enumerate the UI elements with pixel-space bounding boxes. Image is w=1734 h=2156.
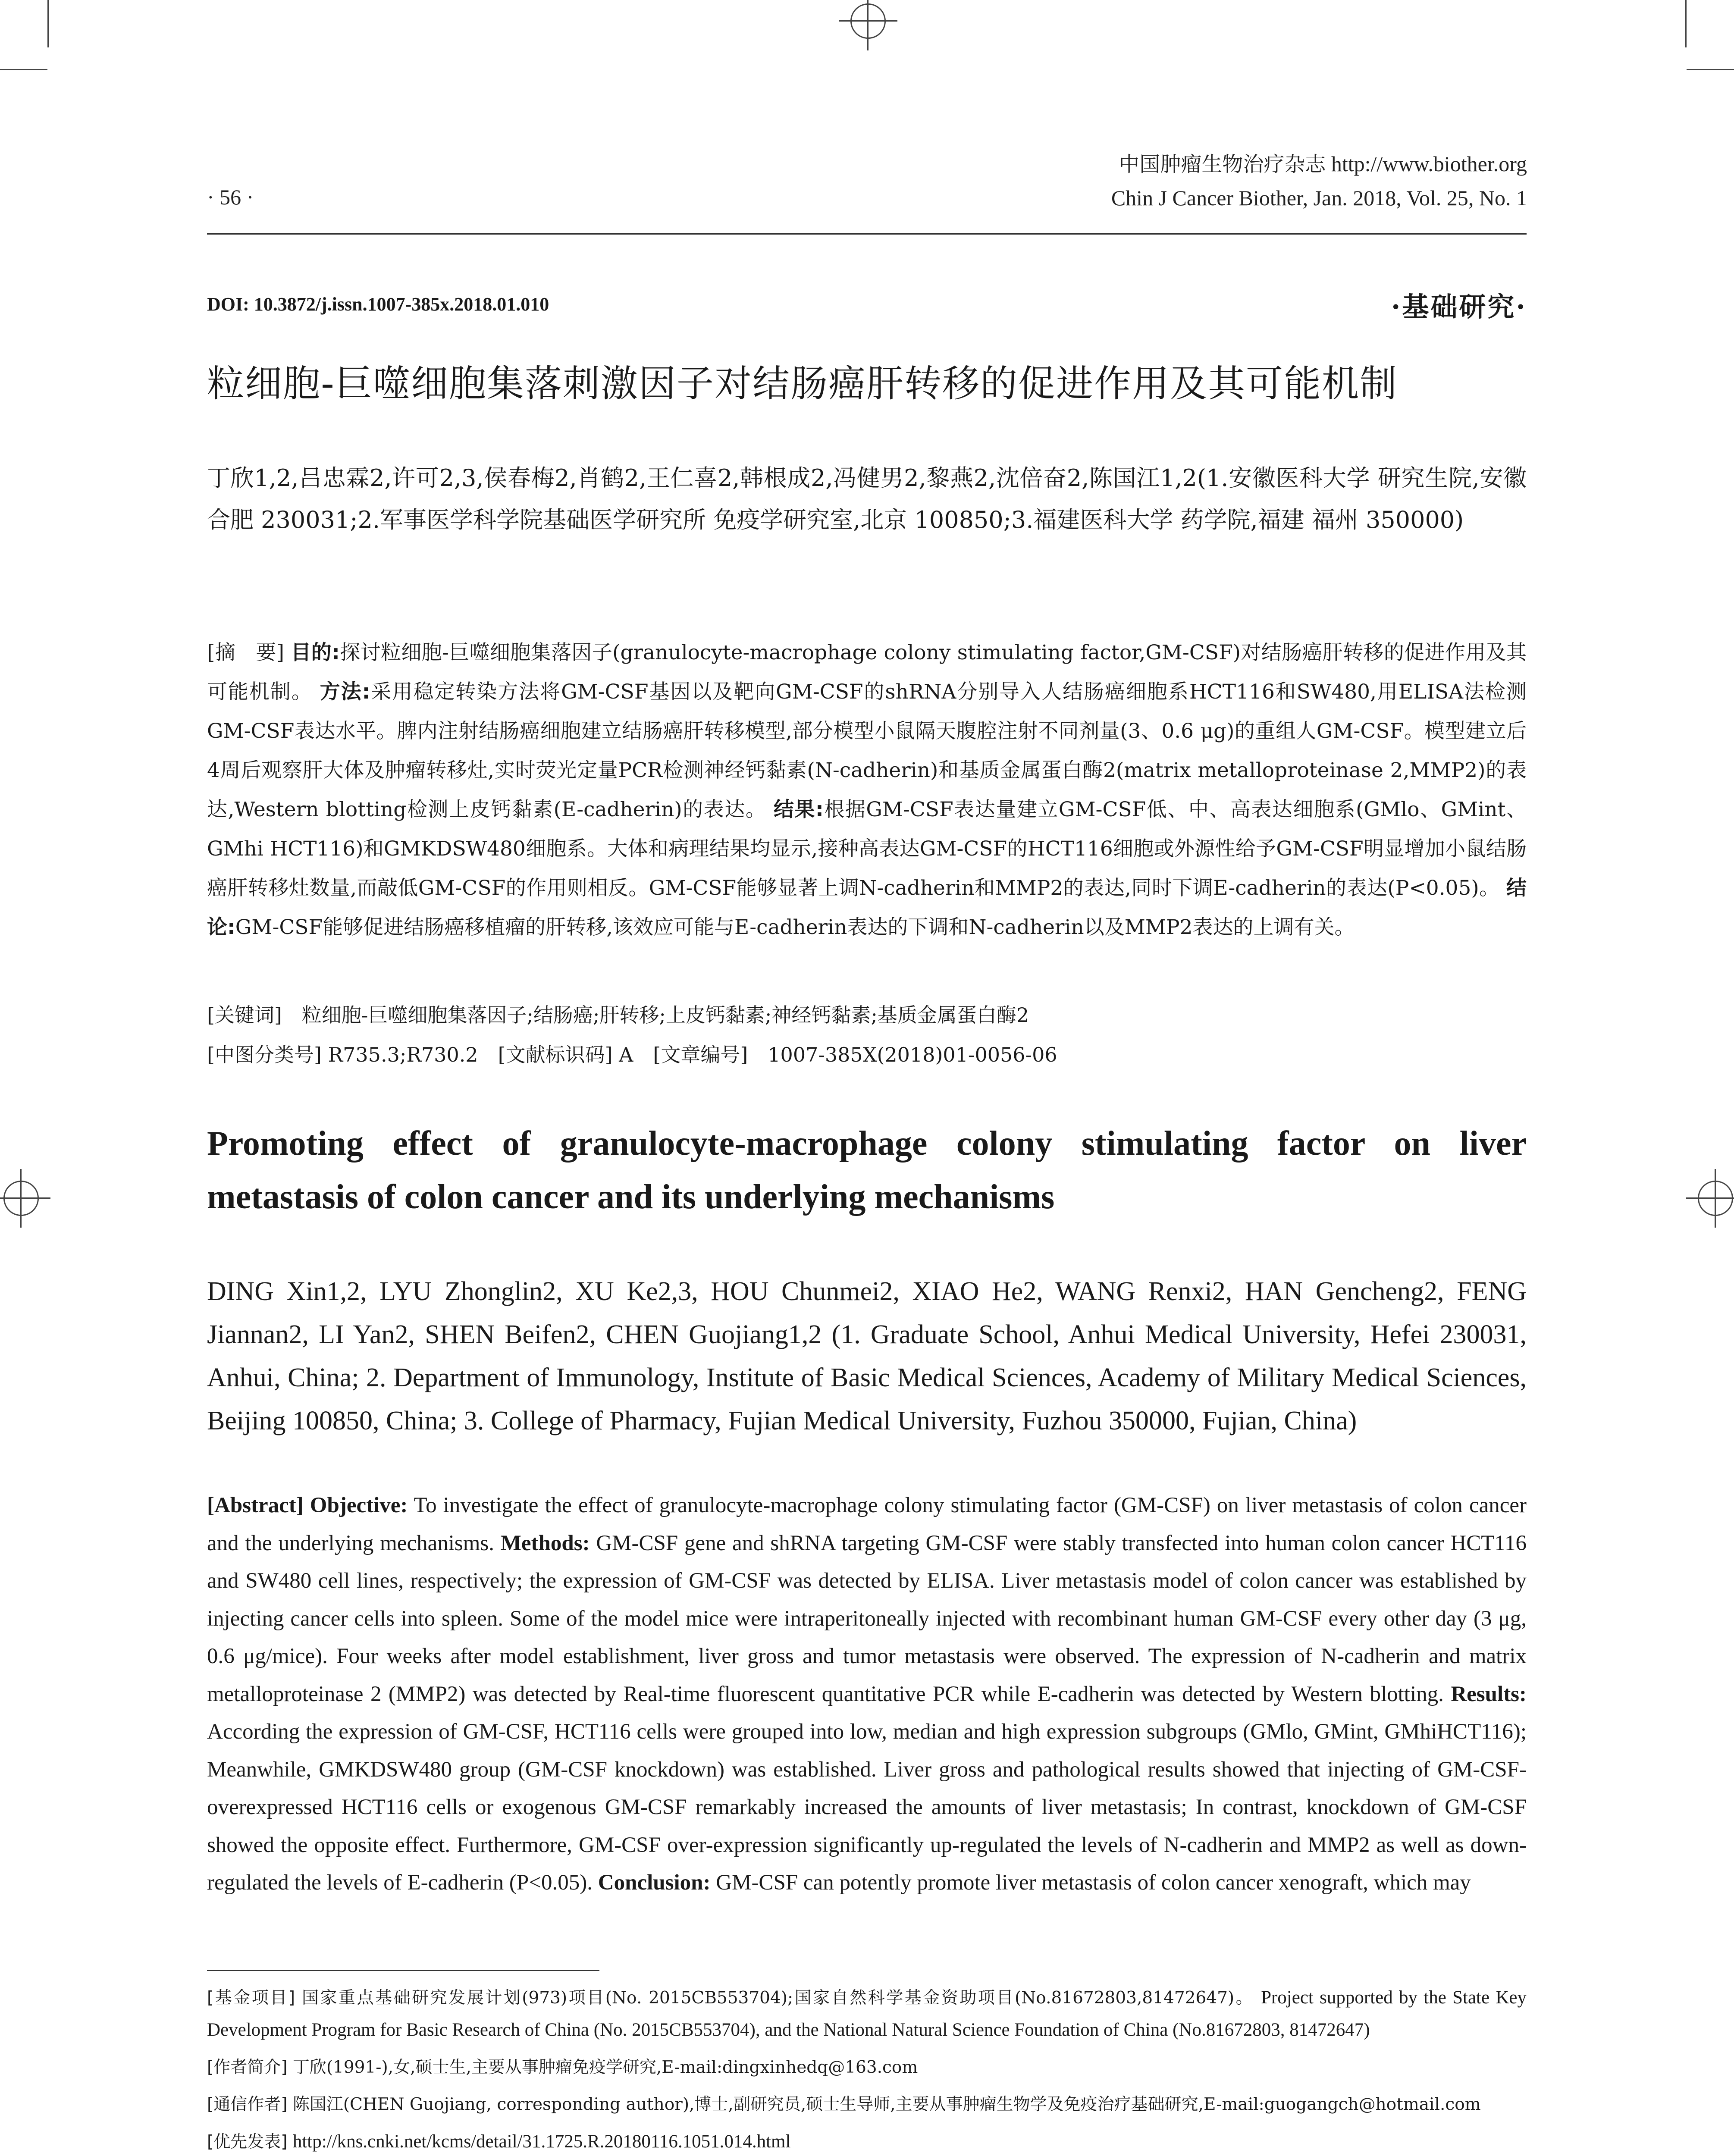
section-label: ·基础研究· (1391, 291, 1527, 323)
methods-cn: 采用稳定转染方法将GM-CSF基因以及靶向GM-CSF的shRNA分别导入人结肠癌细胞系HCT116和SW480,用ELISA法检测GM-CSF表达水平。脾内注射结肠癌细胞建立结肠癌肝转移模型,部分模型小鼠隔天腹腔注射不同剂量(3、0.6 μg)的重组人GM-CSF。模型建立后4周后观察肝大体及肿瘤转移灶,实时荧光定量PCR检测神经钙黏素(N-cadherin)和基质金属蛋白酶2(matrix metalloproteinase 2,MMP2)的表达,Western blotting检测上皮钙黏素(E-cadherin)的表达。 (207, 680, 1527, 821)
journal-header (1119, 147, 1527, 177)
abstract-en (207, 1487, 1527, 1902)
journal-citation-en: Chin J Cancer Biother, Jan. 2018, Vol. 25, No. 1 (1111, 186, 1527, 210)
fund-label: [基金项目] (207, 1988, 295, 2008)
footnotes (207, 1982, 1527, 2156)
methods-label-en: Methods: (500, 1531, 590, 1555)
conclusion-cn: GM-CSF能够促进结肠癌移植瘤的肝转移,该效应可能与E-cadherin表达的下调和N-cadherin以及MMP2表达的上调有关。 (235, 915, 1355, 939)
conclusion-en: GM-CSF can potently promote liver metastasis of colon cancer xenograft, which may (716, 1871, 1471, 1895)
objective-cn: 探讨粒细胞-巨噬细胞集落因子(granulocyte-macrophage colony stimulating factor,GM-CSF)对结肠癌肝转移的促进作用及其可能机制。 (207, 641, 1527, 704)
title-en (207, 1117, 1527, 1224)
title-cn: 粒细胞-巨噬细胞集落刺激因子对结肠癌肝转移的促进作用及其可能机制 (207, 362, 1398, 405)
results-en: According the expression of GM-CSF, HCT116 cells were grouped into low, median and high expression subgroups (GMlo, GMint, GMhiHCT116); Meanwhile, GMKDSW480 group (GM-CSF knockdown) was established. Liver gross and pathological results showed that injecting of GM-CSF-overexpressed HCT116 cells or exogenous GM-CSF remarkably increased the amounts of liver metastasis; In contrast, knockdown of GM-CSF showed the opposite effect. Furthermore, GM-CSF over-expression significantly up-regulated the levels of N-cadherin and MMP2 as well as down-regulated the levels of E-cadherin (P<0.05). (207, 1720, 1527, 1895)
results-label-en: Results: (1451, 1682, 1527, 1706)
objective-en: To investigate the effect of granulocyte-macrophage colony stimulating factor (GM-CSF) on liver metastasis of colon cancer and the underlying mechanisms. (207, 1493, 1527, 1555)
registration-mark-left (3, 1181, 39, 1216)
page-number: · 56 · (207, 185, 254, 209)
methods-label-cn: 方法: (320, 680, 370, 704)
results-label-cn: 结果: (773, 798, 824, 821)
authors-cn: 丁欣1,2,吕忠霖2,许可2,3,侯春梅2,肖鹤2,王仁喜2,韩根成2,冯健男2,黎燕2,沈倍奋2,陈国江1,2(1.安徽医科大学 研究生院,安徽 合肥 230031;2.军事医学科学院基础医学研究所 免疫学研究室,北京 100850;3.福建医科大学 药学院,福建 福州 350000) (207, 464, 1527, 533)
fund-footnote (207, 1982, 1527, 2046)
objective-label-cn: 目的: (291, 641, 340, 664)
online-footnote (207, 2126, 1527, 2156)
registration-mark-top (850, 3, 886, 39)
fund-en: Project supported by the State Key Development Program for Basic Research of China (No. 2015CB553704), and the National Natural Science Foundation of China (No.81672803, 81472647) (207, 1987, 1527, 2040)
classification-cn: [中图分类号] R735.3;R730.2 [文献标识码] A [文章编号] 1007-385X(2018)01-0056-06 (207, 1043, 1057, 1066)
methods-en: GM-CSF gene and shRNA targeting GM-CSF were stably transfected into human colon cancer HCT116 and SW480 cell lines, respectively; the expression of GM-CSF was detected by ELISA. Liver metastasis model of colon cancer was established by injecting cancer cells into spleen. Some of the model mice were intraperitoneally injected with recombinant human GM-CSF every other day (3 μg, 0.6 μg/mice). Four weeks after model establishment, liver gross and tumor metastasis were observed. The expression of N-cadherin and matrix metalloproteinase 2 (MMP2) was detected by Real-time fluorescent quantitative PCR while E-cadherin was detected by Western blotting. (207, 1531, 1527, 1706)
abstract-cn (207, 633, 1527, 947)
title-en-line-2: metastasis of colon cancer and its underlying mechanisms (207, 1178, 1055, 1216)
author-info: 丁欣(1991-),女,硕士生,主要从事肿瘤免疫学研究,E-mail:dingxinhedq@163.com (292, 2058, 918, 2077)
online-url: http://kns.cnki.net/kcms/detail/31.1725.R.20180116.1051.014.html (292, 2131, 791, 2152)
online-label: [优先发表] (207, 2132, 288, 2152)
results-cn: 根据GM-CSF表达量建立GM-CSF低、中、高表达细胞系(GMlo、GMint、GMhi HCT116)和GMKDSW480细胞系。大体和病理结果均显示,接种高表达GM-CSF的HCT116细胞或外源性给予GM-CSF明显增加小鼠结肠癌肝转移灶数量,而敲低GM-CSF的作用则相反。GM-CSF能够显著上调N-cadherin和MMP2的表达,同时下调E-cadherin的表达(P<0.05)。 (207, 798, 1527, 900)
journal-name-cn: 中国肿瘤生物治疗杂志 (1119, 152, 1326, 176)
header-rule (207, 233, 1527, 235)
title-en-line-1: Promoting effect of granulocyte-macrophage colony stimulating factor on liver (207, 1125, 1527, 1163)
corr-label: [通信作者] (207, 2095, 288, 2114)
abstract-cn-label: [摘 要] (207, 641, 285, 664)
author-label: [作者简介] (207, 2058, 288, 2077)
keywords-cn: [关键词] 粒细胞-巨噬细胞集落因子;结肠癌;肝转移;上皮钙黏素;神经钙黏素;基质金属蛋白酶2 (207, 1003, 1029, 1027)
correspondence-footnote (207, 2089, 1527, 2121)
footnote-rule (207, 1970, 599, 1971)
abstract-en-label: [Abstract] (207, 1493, 304, 1517)
objective-label-en: Objective: (310, 1493, 408, 1517)
fund-cn: 国家重点基础研究发展计划(973)项目(No. 2015CB553704);国家自然科学基金资助项目(No.81672803,81472647)。 (301, 1988, 1254, 2008)
author-footnote (207, 2052, 1527, 2084)
registration-mark-right (1698, 1181, 1733, 1216)
doi: DOI: 10.3872/j.issn.1007-385x.2018.01.010 (207, 294, 549, 315)
authors-en: DING Xin1,2, LYU Zhonglin2, XU Ke2,3, HOU Chunmei2, XIAO He2, WANG Renxi2, HAN Gencheng2, FENG Jiannan2, LI Yan2, SHEN Beifen2, CHEN Guojiang1,2 (1. Graduate School, Anhui Medical University, Hefei 230031, Anhui, China; 2. Department of Immunology, Institute of Basic Medical Sciences, Academy of Military Medical Sciences, Beijing 100850, China; 3. College of Pharmacy, Fujian Medical University, Fuzhou 350000, Fujian, China) (207, 1277, 1527, 1435)
corr-info: 陈国江(CHEN Guojiang, corresponding author),博士,副研究员,硕士生导师,主要从事肿瘤生物学及免疫治疗基础研究,E-mail:guogangch@hotmail.com (292, 2095, 1481, 2114)
conclusion-label-en: Conclusion: (598, 1871, 711, 1895)
journal-url: http://www.biother.org (1331, 152, 1527, 176)
conclusion-label-cn: 结论: (207, 876, 1527, 939)
